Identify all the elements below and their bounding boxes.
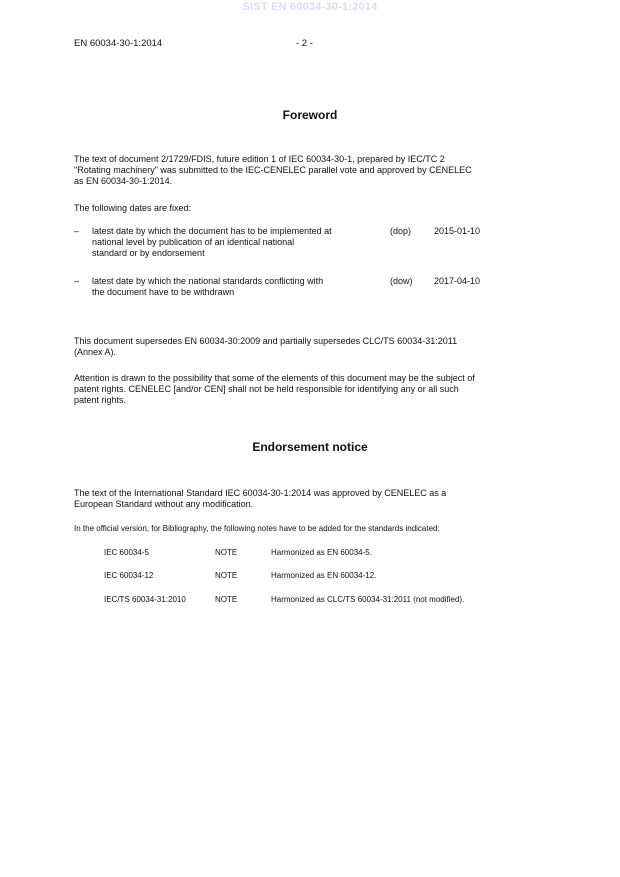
date-value: 2015-01-10 <box>434 226 481 236</box>
foreword-intro-line: "Rotating machinery" was submitted to the IEC-CENELEC parallel vote and approved by CENELEC <box>74 165 472 175</box>
date-description-line: latest date by which the document has to be implemented at <box>92 226 332 236</box>
attention-line: patent rights. CENELEC [and/or CEN] shall not be held responsible for identifying any or all such <box>74 384 459 394</box>
foreword-intro-line: as EN 60034-30-1:2014. <box>74 176 173 186</box>
endorsement-line: The text of the International Standard IEC 60034-30-1:2014 was approved by CENELEC as a <box>74 488 447 498</box>
date-description <box>92 226 372 259</box>
header-doc-id: EN 60034-30-1:2014 <box>74 38 163 49</box>
foreword-intro <box>74 154 546 187</box>
dates-intro: The following dates are fixed: <box>74 203 192 213</box>
endorsement-title: Endorsement notice <box>252 440 368 454</box>
date-row-dop <box>74 226 546 262</box>
foreword-title: Foreword <box>282 108 338 122</box>
note-standard: IEC/TS 60034-31:2010 <box>104 595 186 604</box>
note-standard: IEC 60034-12 <box>104 571 154 580</box>
note-label: NOTE <box>215 571 238 580</box>
date-row-dow <box>74 276 546 300</box>
note-label: NOTE <box>215 595 238 604</box>
supersedes-line: This document supersedes EN 60034-30:2009 and partially supersedes CLC/TS 60034-31:2011 <box>74 336 458 346</box>
endorsement-line: European Standard without any modification. <box>74 499 254 509</box>
header-page-number: - 2 - <box>296 38 313 49</box>
note-text: Harmonized as EN 60034-5. <box>271 548 372 557</box>
date-code: (dow) <box>390 276 413 286</box>
note-text: Harmonized as EN 60034-12. <box>271 571 377 580</box>
date-description-line: latest date by which the national standards conflicting with <box>92 276 324 286</box>
watermark: SIST EN 60034-30-1:2014 <box>242 1 378 13</box>
endorsement-text <box>74 488 546 510</box>
date-value: 2017-04-10 <box>434 276 481 286</box>
foreword-intro-line: The text of document 2/1729/FDIS, future edition 1 of IEC 60034-30-1, prepared by IEC/TC 2 <box>74 154 445 164</box>
official-version-note: In the official version, for Bibliography, the following notes have to be added for the standards indicated: <box>74 524 440 533</box>
date-description-line: standard or by endorsement <box>92 248 205 258</box>
dash-bullet: – <box>74 276 80 286</box>
attention-line: Attention is drawn to the possibility that some of the elements of this document may be the subject of <box>74 373 475 383</box>
date-description-line: the document have to be withdrawn <box>92 287 235 297</box>
supersedes-paragraph <box>74 336 546 358</box>
supersedes-line: (Annex A). <box>74 347 117 357</box>
date-code: (dop) <box>390 226 412 236</box>
note-label: NOTE <box>215 548 238 557</box>
attention-line: patent rights. <box>74 395 127 405</box>
attention-paragraph <box>74 373 546 406</box>
note-text: Harmonized as CLC/TS 60034-31:2011 (not modified). <box>271 595 465 604</box>
date-description-line: national level by publication of an identical national <box>92 237 295 247</box>
dash-bullet: – <box>74 226 80 236</box>
note-standard: IEC 60034-5 <box>104 548 149 557</box>
date-description <box>92 276 372 298</box>
